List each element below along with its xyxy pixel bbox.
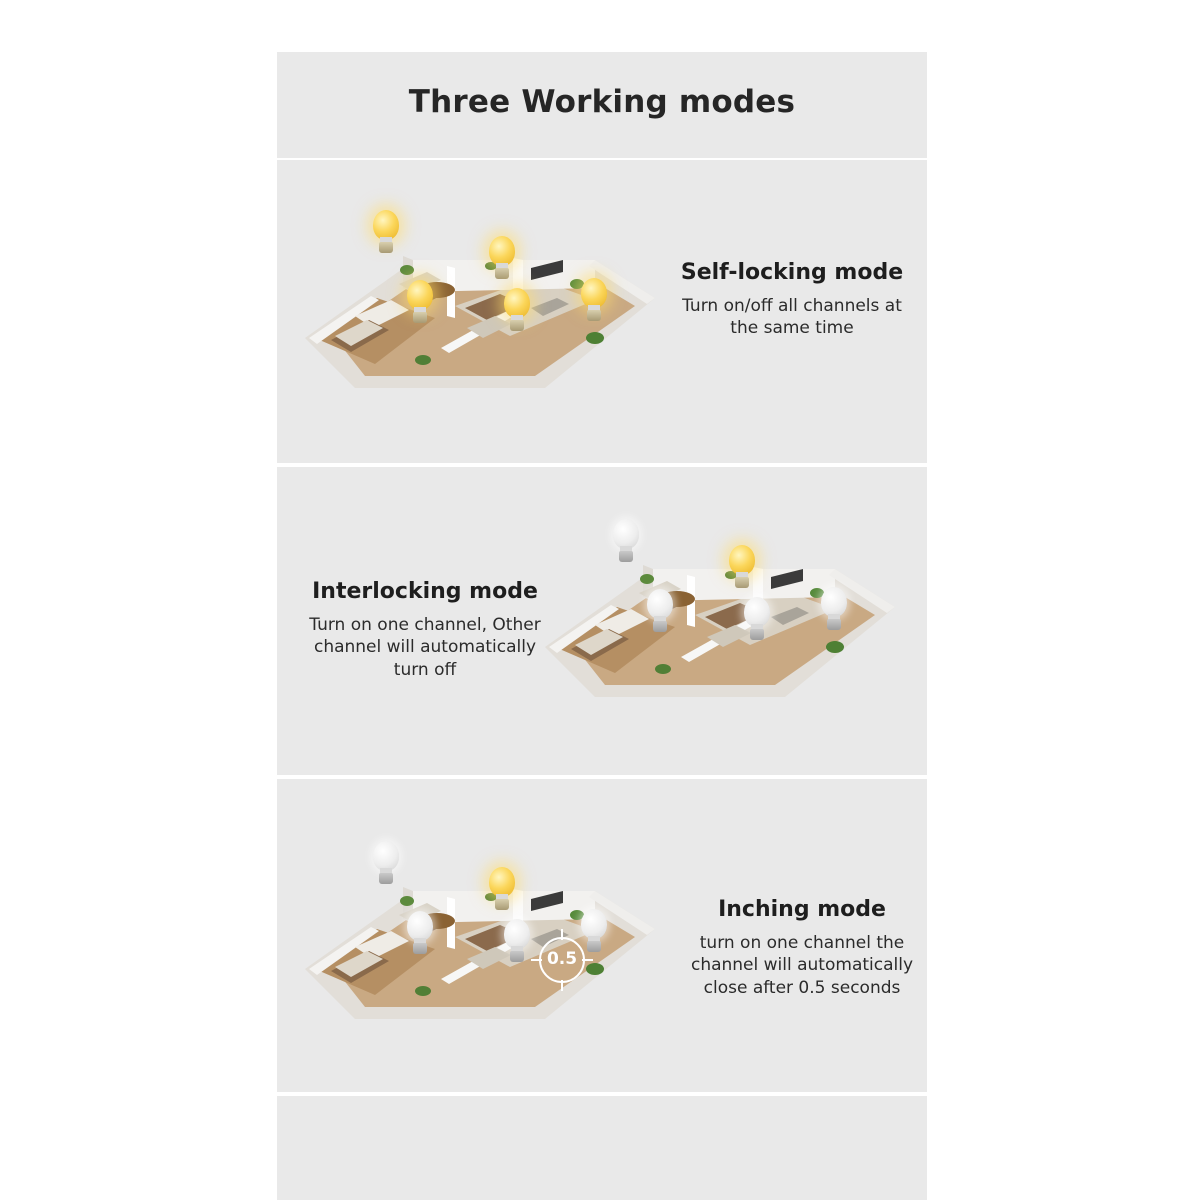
bulb-indicator: [500, 919, 534, 965]
mode-text-self-locking: [667, 260, 917, 340]
house-illustration-interlocking: [535, 497, 905, 737]
bulb-indicator: [500, 288, 534, 334]
bulb-indicator: [643, 589, 677, 635]
bulb-indicator: [609, 519, 643, 565]
mode-text-inching: [682, 897, 922, 999]
mode-heading: Inching mode: [718, 897, 886, 922]
mode-panel-inching: [277, 779, 927, 1094]
bulb-indicator: [725, 545, 759, 591]
bulb-indicator: [403, 280, 437, 326]
mode-description: Turn on/off all channels at the same time: [682, 296, 902, 339]
bulb-indicator: [740, 597, 774, 643]
mode-description: Turn on one channel, Other channel will automatically turn off: [309, 615, 541, 680]
title-panel: [277, 52, 927, 160]
timer-icon: [531, 929, 593, 991]
mode-panel-interlocking: [277, 467, 927, 777]
mode-heading: Self-locking mode: [680, 260, 904, 285]
bulb-indicator: [369, 210, 403, 256]
bulb-indicator: [817, 587, 851, 633]
mode-description: turn on one channel the channel will automatically close after 0.5 seconds: [690, 933, 914, 998]
mode-text-interlocking: [295, 579, 555, 681]
house-illustration-inching: [295, 819, 665, 1059]
page-title: Three Working modes: [408, 84, 796, 120]
bulb-indicator: [577, 278, 611, 324]
bulb-indicator: [485, 236, 519, 282]
mode-heading: Interlocking mode: [312, 579, 538, 604]
bulb-indicator: [485, 867, 519, 913]
bulb-indicator: [369, 841, 403, 887]
timer-label: 0.5: [546, 949, 578, 969]
mode-panel-self-locking: [277, 160, 927, 465]
bulb-indicator: [403, 911, 437, 957]
footer-panel: [277, 1096, 927, 1200]
house-illustration-self-locking: [295, 188, 665, 428]
